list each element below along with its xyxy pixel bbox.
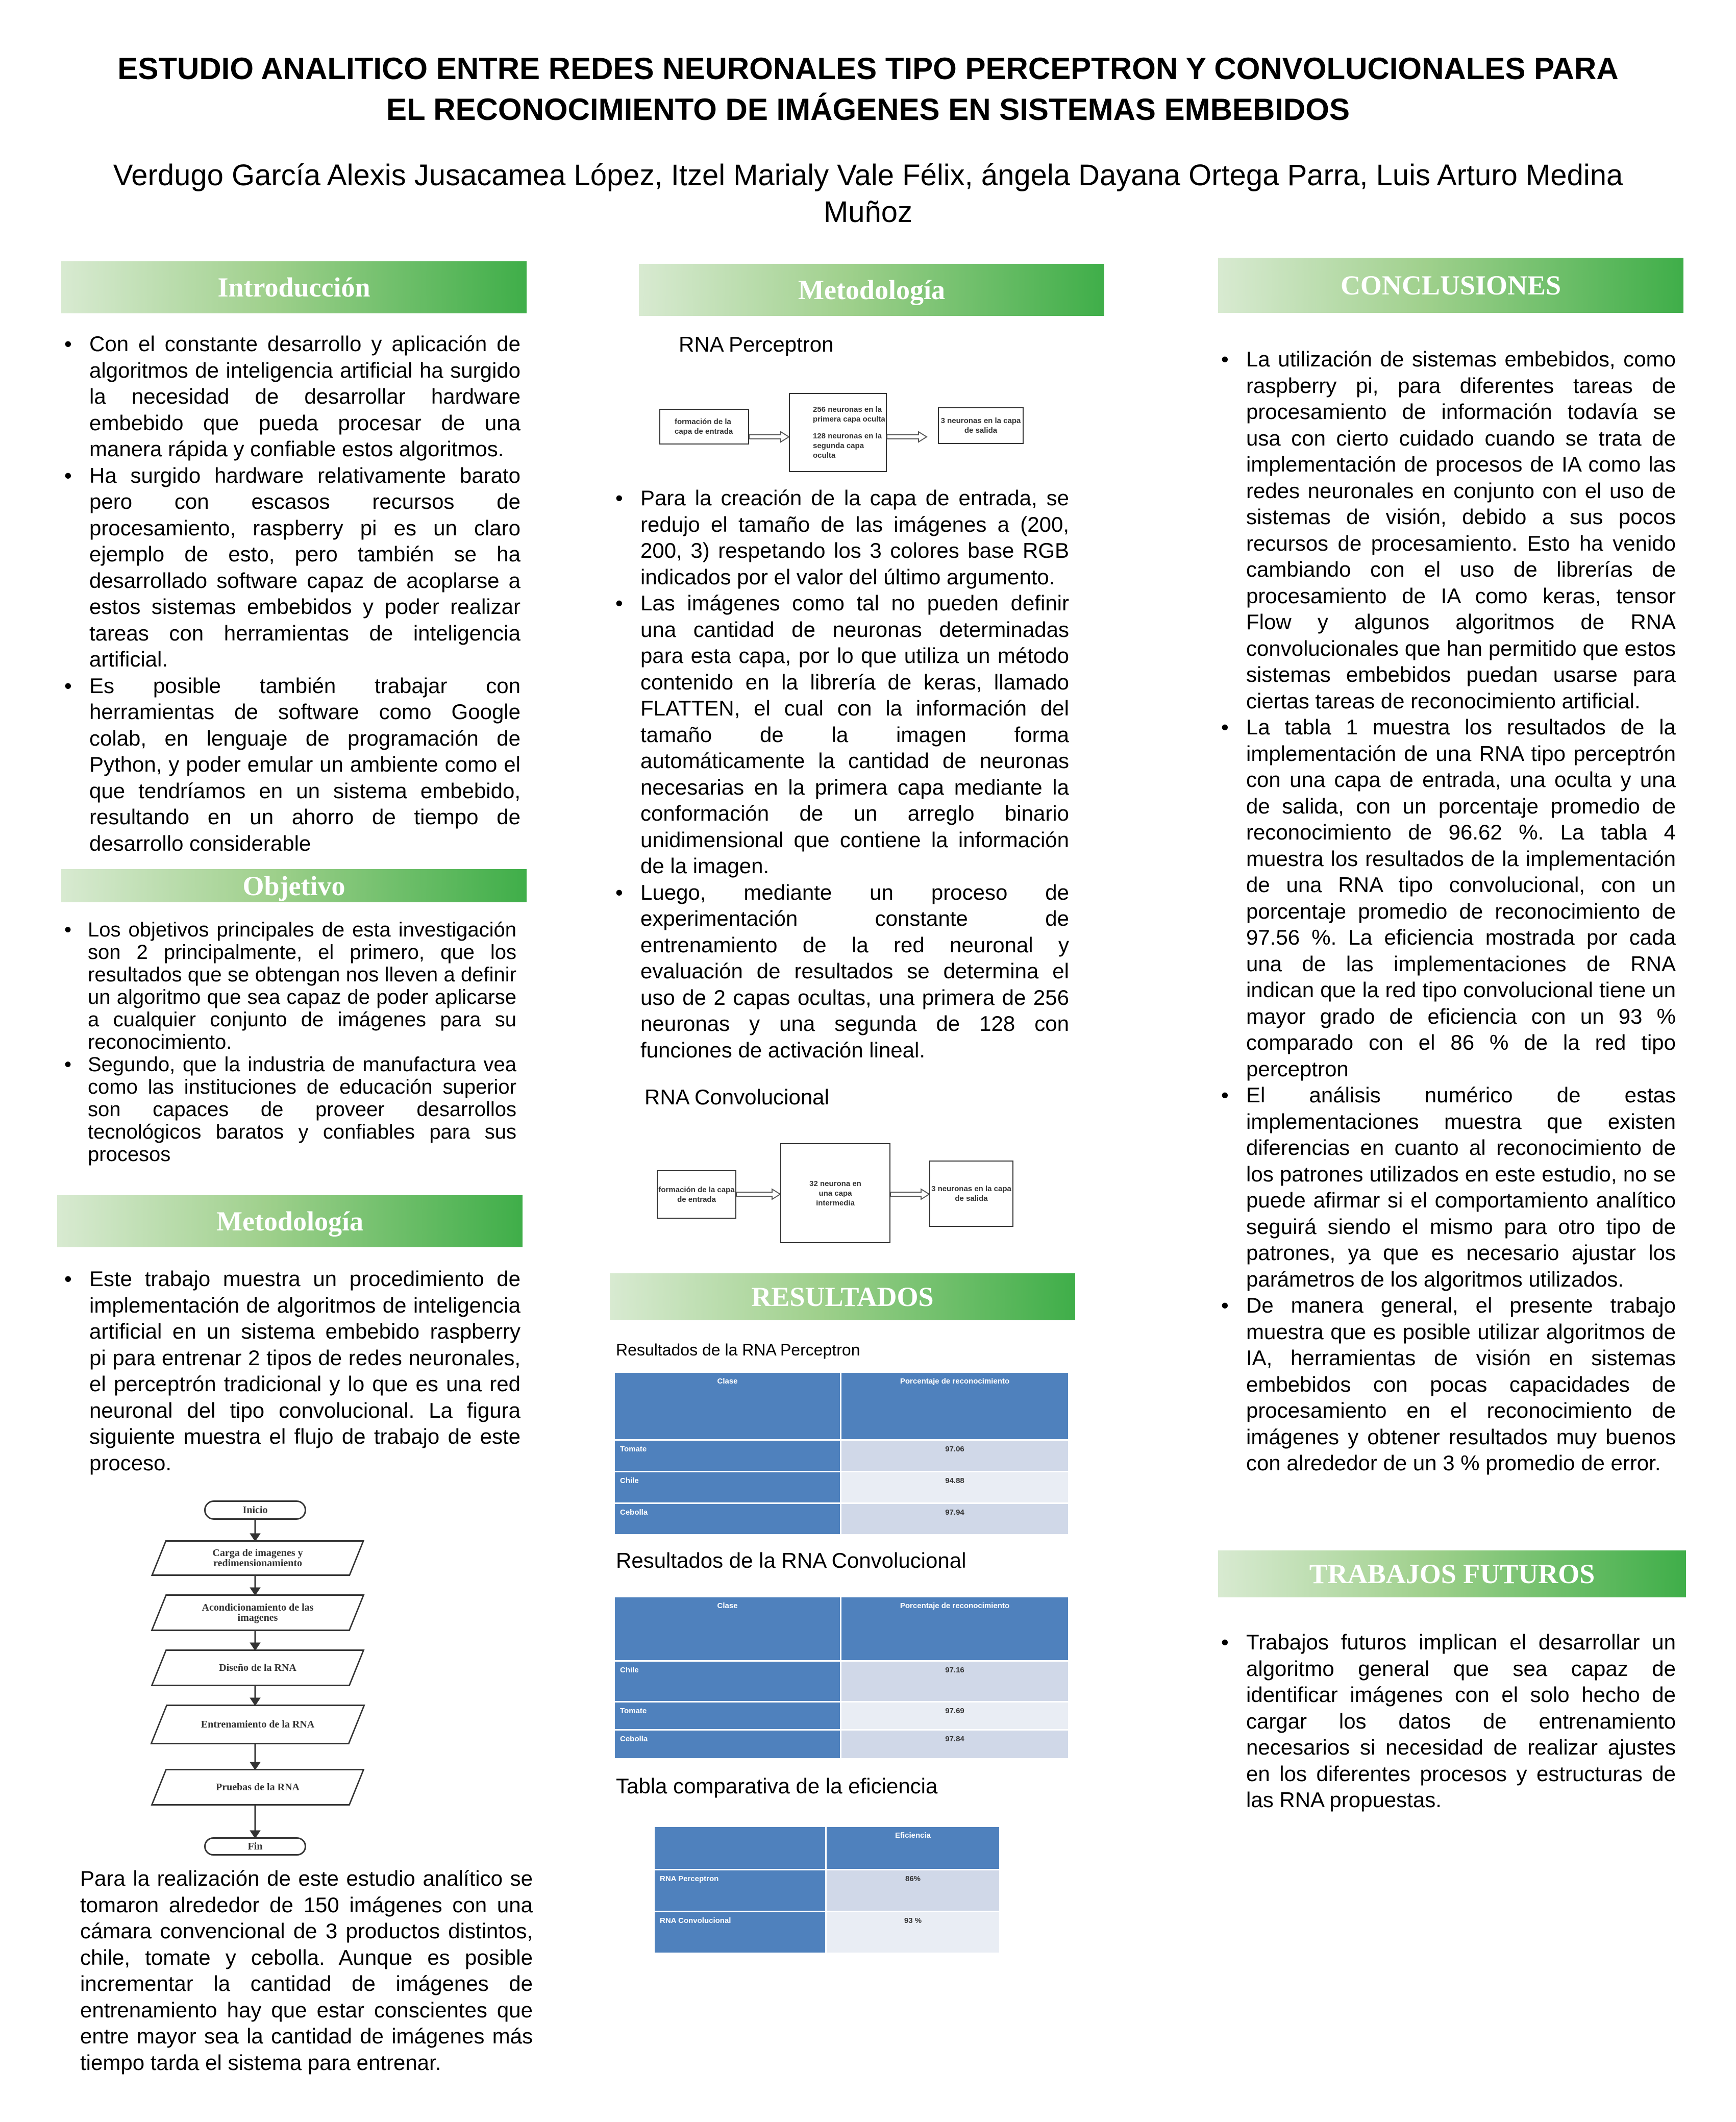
flow-step bbox=[158, 1594, 357, 1631]
process-flowchart bbox=[138, 1500, 393, 1858]
metodologia-bullet: • Este trabajo muestra un procedimiento de implementación de algoritmos de inteligencia artificial en un sistema embebido raspberry pi para entrenar 2 tipos de redes neuronales, el perceptrón tradicional y lo que es una red neuronal del tipo convolucional. La figura siguiente muestra el flujo de trabajo de este proceso. bbox=[61, 1266, 520, 1476]
table-header-cell bbox=[655, 1827, 827, 1869]
section-header-objetivo: Objetivo bbox=[61, 869, 527, 902]
perceptron-diagram bbox=[658, 392, 1031, 474]
metodologia-mid-text bbox=[612, 485, 1069, 1063]
flow-start: Inicio bbox=[204, 1500, 306, 1520]
table-cell-valor: 93 % bbox=[827, 1911, 999, 1953]
table2-caption: Resultados de la RNA Convolucional bbox=[616, 1548, 966, 1572]
flow-step-label: Acondicionamiento de las imagenes bbox=[202, 1602, 314, 1623]
table-cell-valor: 86% bbox=[827, 1869, 999, 1911]
table-header-cell: Porcentaje de reconocimiento bbox=[841, 1597, 1068, 1660]
table-cell-clase: Cebolla bbox=[615, 1502, 841, 1534]
poster-title: ESTUDIO ANALITICO ENTRE REDES NEURONALES TIPO PERCEPTRON Y CONVOLUCIONALES PARA EL RECONOCIMIENTO DE IMÁGENES EN SISTEMAS EMBEBIDOS bbox=[117, 52, 1619, 127]
table-row bbox=[615, 1660, 1068, 1701]
flow-step bbox=[158, 1540, 357, 1576]
table-header-cell: Porcentaje de reconocimiento bbox=[841, 1373, 1068, 1439]
table-row bbox=[615, 1502, 1068, 1534]
table-row bbox=[655, 1911, 999, 1953]
table-cell-clase: Tomate bbox=[615, 1439, 841, 1471]
trabajos-bullet: • Trabajos futuros implican el desarrollar un algoritmo general que sea capaz de identificar imágenes con el solo hecho de cargar los datos de entrenamiento necesarios si necesidad de realizar ajustes en los diferentes procesos y estructuras de las RNA propuestas. bbox=[1218, 1629, 1676, 1813]
table-cell-red: RNA Convolucional bbox=[655, 1911, 827, 1953]
flow-step bbox=[158, 1769, 357, 1806]
conv-label: RNA Convolucional bbox=[644, 1085, 829, 1109]
perceptron-label: RNA Perceptron bbox=[679, 332, 834, 356]
metodologia-closing-text: Para la realización de este estudio analítico se tomaron alrededor de 150 imágenes con una cámara convencional de 3 productos distintos, chile, tomate y cebolla. Aunque es posible incrementar la cantidad de imágenes de entrenamiento hay que estar conscientes que entre mayor sea la cantidad de imágenes más tiempo tarda el sistema para entrenar. bbox=[80, 1866, 533, 2075]
table-row bbox=[615, 1729, 1068, 1758]
table-row bbox=[615, 1439, 1068, 1471]
perceptron-hidden-a: 256 neuronas en la primera capa oculta bbox=[813, 405, 885, 424]
flow-step bbox=[158, 1705, 357, 1744]
table-cell-clase: Cebolla bbox=[615, 1729, 841, 1758]
introduccion-text bbox=[61, 331, 520, 867]
section-header-metodologia: Metodología bbox=[57, 1195, 523, 1247]
perceptron-input-box: formación de la capa de entrada bbox=[659, 409, 749, 445]
intro-bullet: • Es posible también trabajar con herramientas de software como Google colab, en lenguaje de programación de Python, y poder emular un ambiente como el que tendríamos en un sistema embebido, resultando en un ahorro de tiempo de desarrollo considerable bbox=[61, 673, 520, 857]
flow-step-label: Diseño de la RNA bbox=[219, 1662, 296, 1673]
metodologia-mid-bullet: • Para la creación de la capa de entrada, se redujo el tamaño de las imágenes a (200, 200, 3) respetando los 3 colores base RGB indicados por el valor del último argumento. bbox=[612, 485, 1069, 590]
table-header-row bbox=[615, 1597, 1068, 1660]
conv-diagram bbox=[656, 1142, 1013, 1244]
objetivo-text bbox=[61, 919, 516, 1166]
table-header-row bbox=[615, 1373, 1068, 1439]
perceptron-output-box: 3 neuronas en la capa de salida bbox=[938, 407, 1024, 444]
poster-authors: Verdugo García Alexis Jusacamea López, Itzel Marialy Vale Félix, ángela Dayana Ortega Parra, Luis Arturo Medina Muñoz bbox=[113, 159, 1623, 229]
table-cell-valor: 97.06 bbox=[841, 1439, 1068, 1471]
table-cell-clase: Tomate bbox=[615, 1701, 841, 1729]
section-header-trabajos-futuros: TRABAJOS FUTUROS bbox=[1218, 1550, 1686, 1597]
flow-step-label: Pruebas de la RNA bbox=[216, 1782, 300, 1793]
table-header-cell: Eficiencia bbox=[827, 1827, 999, 1869]
objetivo-bullet: • Los objetivos principales de esta investigación son 2 principalmente, el primero, que los resultados que se obtengan nos lleven a definir un algoritmo que sea capaz de poder aplicarse a cualquier conjunto de imágenes para su reconocimiento. bbox=[61, 919, 516, 1053]
section-header-metodologia-mid: Metodología bbox=[639, 264, 1104, 316]
table-cell-valor: 97.84 bbox=[841, 1729, 1068, 1758]
conclusiones-bullet: • De manera general, el presente trabajo muestra que es posible utilizar algoritmos de IA, herramientas de visión en sistemas embebidos con pocas capacidades de procesamiento en el reconocimiento de imágenes y obtener resultados muy buenos con alrededor de un 3 % promedio de error. bbox=[1218, 1292, 1676, 1476]
results-table-perceptron bbox=[615, 1373, 1068, 1534]
intro-bullet: • Con el constante desarrollo y aplicación de algoritmos de inteligencia artificial ha surgido la necesidad de desarrollar hardware embebido que pueda procesar de una manera rápida y confiable estos algoritmos. bbox=[61, 331, 520, 462]
table-cell-valor: 97.69 bbox=[841, 1701, 1068, 1729]
table1-caption: Resultados de la RNA Perceptron bbox=[616, 1341, 860, 1359]
table-cell-clase: Chile bbox=[615, 1660, 841, 1701]
table-row bbox=[655, 1869, 999, 1911]
table-cell-valor: 94.88 bbox=[841, 1471, 1068, 1502]
conclusiones-bullet: • El análisis numérico de estas implementaciones muestra que existen diferencias en cuanto al reconocimiento de los patrones utilizados en este estudio, no se puede afirmar si el comportamiento analítico seguirá siendo el mismo para otro tipo de patrones, ya que es necesario ajustar los parámetros de los algoritmos utilizados. bbox=[1218, 1082, 1676, 1292]
table-cell-red: RNA Perceptron bbox=[655, 1869, 827, 1911]
table-row bbox=[615, 1701, 1068, 1729]
section-header-introduccion: Introducción bbox=[61, 261, 527, 313]
flow-step-label: Carga de imagenes y redimensionamiento bbox=[212, 1547, 303, 1569]
objetivo-bullet: • Segundo, que la industria de manufactura vea como las instituciones de educación superior son capaces de proveer desarrollos tecnológicos baratos y confiables para sus procesos bbox=[61, 1053, 516, 1166]
table3-caption: Tabla comparativa de la eficiencia bbox=[616, 1774, 938, 1798]
table-cell-valor: 97.16 bbox=[841, 1660, 1068, 1701]
table-header-cell: Clase bbox=[615, 1597, 841, 1660]
perceptron-hidden-b: 128 neuronas en la segunda capa oculta bbox=[813, 432, 882, 460]
flow-end: Fin bbox=[204, 1837, 306, 1856]
table-header-row bbox=[655, 1827, 999, 1869]
conclusiones-bullet: • La tabla 1 muestra los resultados de la implementación de una RNA tipo perceptrón con una capa de entrada, una oculta y una de salida, con un porcentaje promedio de reconocimiento de 96.62 %. La tabla 4 muestra los resultados de la implementación de una RNA tipo convolucional, con un porcentaje promedio de reconocimiento de 97.56 %. La eficiencia mostrada por cada una de las implementaciones de RNA indican que la red tipo convolucional tiene un mayor grado de eficiencia con un 93 % comparado con el 86 % de la red tipo perceptron bbox=[1218, 714, 1676, 1082]
section-header-resultados: RESULTADOS bbox=[610, 1273, 1075, 1320]
results-table-convolucional bbox=[615, 1597, 1068, 1758]
table-row bbox=[615, 1471, 1068, 1502]
flow-step bbox=[158, 1649, 357, 1686]
section-header-conclusiones: CONCLUSIONES bbox=[1218, 258, 1683, 313]
conv-input-box: formación de la capa de entrada bbox=[657, 1170, 736, 1219]
metodologia-mid-bullet: • Las imágenes como tal no pueden definir una cantidad de neuronas determinadas para esta capa, por lo que utiliza un método contenido en la librería de keras, llamado FLATTEN, el cual con la información del tamaño de la imagen forma automáticamente la cantidad de neuronas necesarias en la primera capa mediante la conformación de un arreglo binario unidimensional que contiene la información de la imagen. bbox=[612, 590, 1069, 879]
table-cell-clase: Chile bbox=[615, 1471, 841, 1502]
trabajos-futuros-text bbox=[1218, 1629, 1676, 1813]
table-header-cell: Clase bbox=[615, 1373, 841, 1439]
perceptron-hidden-box bbox=[789, 393, 887, 472]
intro-bullet: • Ha surgido hardware relativamente barato pero con escasos recursos de procesamiento, raspberry pi es un claro ejemplo de esto, pero también se ha desarrollado software capaz de acoplarse a estos sistemas embebidos y poder realizar tareas con herramientas de inteligencia artificial. bbox=[61, 462, 520, 673]
conv-output-box: 3 neuronas en la capa de salida bbox=[929, 1161, 1013, 1227]
efficiency-table bbox=[655, 1827, 999, 1953]
flow-step-label: Entrenamiento de la RNA bbox=[201, 1719, 315, 1730]
metodologia-mid-bullet: • Luego, mediante un proceso de experimentación constante de entrenamiento de la red neuronal y evaluación de resultados se determina el uso de 2 capas ocultas, una primera de 256 neuronas y una segunda de 128 con funciones de activación lineal. bbox=[612, 879, 1069, 1064]
conclusiones-text bbox=[1218, 346, 1676, 1476]
metodologia-text bbox=[61, 1266, 520, 1476]
conclusiones-bullet: • La utilización de sistemas embebidos, como raspberry pi, para diferentes tareas de procesamiento de información todavía se usa con cierto cuidado cuando se trata de implementación de procesos de IA como las redes neuronales en conjunto con el uso de sistemas de visión, debido a sus pocos recursos de procesamiento. Esto ha venido cambiando con el uso de librerías de procesamiento de IA como keras, tensor Flow y algunos algoritmos de RNA convolucionales que han permitido que estos sistemas embebidos puedan usarse para ciertas tareas de reconocimiento artificial. bbox=[1218, 346, 1676, 714]
table-cell-valor: 97.94 bbox=[841, 1502, 1068, 1534]
conv-hidden-box: 32 neurona en una capa intermedia bbox=[780, 1143, 890, 1243]
